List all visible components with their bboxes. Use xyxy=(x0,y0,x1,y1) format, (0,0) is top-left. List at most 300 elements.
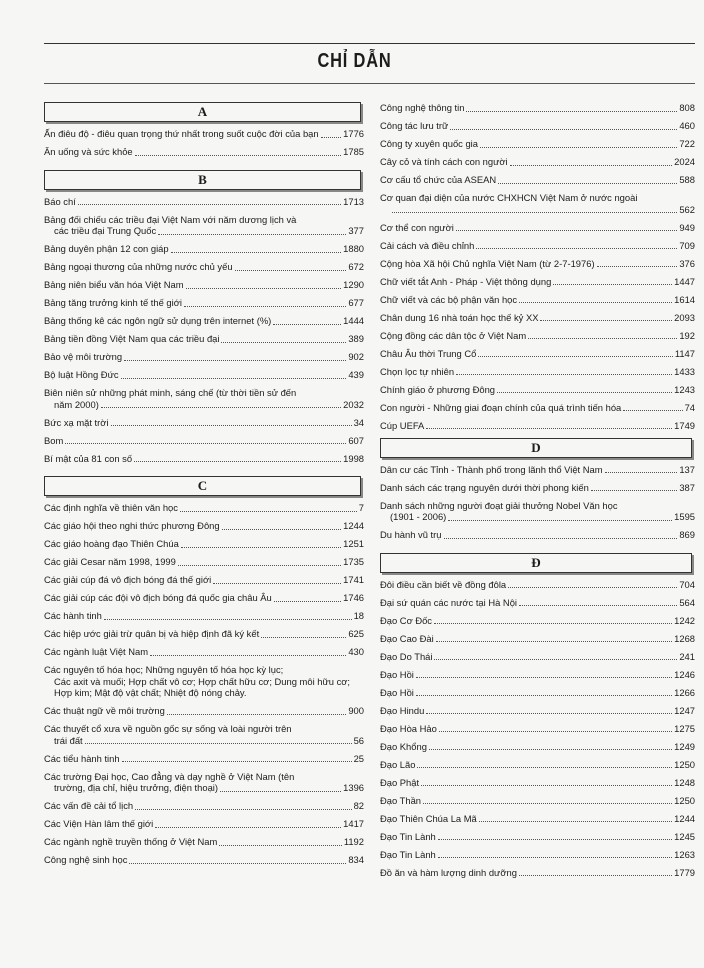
entry-title: Các giải Cesar năm 1998, 1999 xyxy=(44,556,176,567)
dot-leader xyxy=(605,472,678,473)
dot-leader xyxy=(274,601,341,602)
dot-leader xyxy=(111,425,352,426)
page-number: 137 xyxy=(679,463,695,475)
entry-title: Các hiệp ước giải trừ quân bị và hiệp định đã ký kết xyxy=(44,628,260,639)
dot-leader xyxy=(434,623,672,624)
page-number: 1266 xyxy=(674,686,695,698)
index-entry xyxy=(44,435,364,447)
page-number: 389 xyxy=(348,333,364,344)
index-entry xyxy=(44,196,364,208)
entry-title: Công nghệ sinh học xyxy=(44,854,128,865)
entry-title-continuation: (1901 - 2006) xyxy=(390,511,447,522)
index-entry xyxy=(44,453,364,465)
entry-continuation-line xyxy=(44,735,364,747)
index-entry xyxy=(380,222,695,234)
dot-leader xyxy=(122,761,352,762)
entry-title: Bộ luật Hồng Đức xyxy=(44,369,119,380)
dot-leader xyxy=(261,637,346,638)
index-entry xyxy=(380,813,695,825)
index-entry xyxy=(44,128,364,140)
index-entry xyxy=(44,610,364,622)
entry-title: Các giải cúp đá vô địch bóng đá thế giới xyxy=(44,574,212,585)
dot-leader xyxy=(180,511,357,512)
index-entry xyxy=(380,759,695,771)
page-number: 1246 xyxy=(674,668,695,680)
entry-title: Bảng tăng trưởng kinh tế thế giới xyxy=(44,297,182,308)
dot-leader xyxy=(519,875,672,876)
page-number: 564 xyxy=(679,596,695,608)
dot-leader xyxy=(438,839,672,840)
section-letter-A: A xyxy=(44,102,361,122)
entry-title: Các tiểu hành tinh xyxy=(44,752,120,764)
dot-leader xyxy=(85,743,352,744)
entry-title: Đạo Hồi xyxy=(380,686,414,698)
entry-title: Các ngành luật Việt Nam xyxy=(44,646,149,657)
dot-leader xyxy=(184,306,346,307)
index-entry xyxy=(44,723,364,746)
entry-title: Các giáo hội theo nghi thức phương Đông xyxy=(44,520,220,531)
page-number: 1250 xyxy=(674,758,695,770)
entry-title: Bảng ngoại thương của những nước chủ yếu xyxy=(44,261,233,272)
entry-title: Con người - Những giai đoạn chính của quá trình tiến hóa xyxy=(380,401,622,413)
dot-leader xyxy=(221,342,346,343)
page-number: 1250 xyxy=(674,794,695,806)
entry-title: Các trường Đại học, Cao đẳng và dạy nghề ở Việt Nam (tên xyxy=(44,770,295,782)
entry-title: Cộng hòa Xã hội Chủ nghĩa Việt Nam (từ 2-7-1976) xyxy=(380,257,595,269)
entry-title: Đồ ăn và hàm lượng dinh dưỡng xyxy=(380,866,517,878)
dot-leader xyxy=(273,324,341,325)
dot-leader xyxy=(450,129,677,130)
index-entry xyxy=(380,723,695,735)
entry-title: Bảng đối chiếu các triều đại Việt Nam với năm dương lịch và xyxy=(44,213,297,225)
entry-title: Bom xyxy=(44,434,64,446)
index-entry xyxy=(380,348,695,360)
entry-title: Chính giáo ở phương Đông xyxy=(380,383,495,395)
dot-leader xyxy=(181,547,341,548)
index-entry xyxy=(44,333,364,345)
index-entry xyxy=(380,402,695,414)
dot-leader xyxy=(426,713,672,714)
dot-leader xyxy=(476,248,677,249)
entry-title: Các giáo hoàng đạo Thiên Chúa xyxy=(44,538,179,549)
page-number: 1595 xyxy=(674,511,695,522)
index-entry xyxy=(44,297,364,309)
index-entry xyxy=(380,276,695,288)
page-number: 1251 xyxy=(343,538,364,549)
dot-leader xyxy=(466,111,677,112)
page-number: 672 xyxy=(348,261,364,272)
entry-title: Danh sách các trạng nguyên dưới thời phong kiến xyxy=(380,481,589,493)
entry-continuation-line xyxy=(44,782,364,794)
index-entry xyxy=(380,312,695,324)
index-entry xyxy=(44,261,364,273)
page-number: 1749 xyxy=(674,419,695,431)
dot-leader xyxy=(423,803,672,804)
dot-leader xyxy=(439,731,672,732)
entry-continuation-line xyxy=(44,676,364,699)
entry-title: Các thuật ngữ về môi trường xyxy=(44,705,165,716)
dot-leader xyxy=(65,443,346,444)
index-entry xyxy=(380,464,695,476)
entry-title: Chữ viết tắt Anh - Pháp - Việt thông dụng xyxy=(380,275,552,287)
index-entry xyxy=(44,279,364,291)
dot-leader xyxy=(426,428,672,429)
dot-leader xyxy=(497,392,672,393)
page-number: 241 xyxy=(679,650,695,662)
page-number: 1243 xyxy=(674,383,695,395)
index-entry xyxy=(44,854,364,866)
section-letter-B: B xyxy=(44,170,361,190)
index-entry xyxy=(44,520,364,532)
index-entry xyxy=(44,592,364,604)
index-entry xyxy=(44,800,364,812)
index-entry xyxy=(44,628,364,640)
page-number: 1263 xyxy=(674,848,695,860)
index-entry xyxy=(380,777,695,789)
entry-title: Đạo Cao Đài xyxy=(380,632,434,644)
page-number: 2093 xyxy=(674,311,695,323)
entry-title: Công tác lưu trữ xyxy=(380,120,449,131)
dot-leader xyxy=(219,845,342,846)
index-entry xyxy=(44,753,364,765)
entry-title: Bảo vệ môi trường xyxy=(44,351,123,362)
page-number: 460 xyxy=(679,120,695,131)
page-number: 56 xyxy=(353,734,364,746)
entry-title: Du hành vũ trụ xyxy=(380,529,442,540)
dot-leader xyxy=(456,374,672,375)
index-entry xyxy=(380,867,695,879)
page-number: 1447 xyxy=(674,275,695,287)
index-entry xyxy=(44,369,364,381)
entry-title: Cải cách và điều chỉnh xyxy=(380,239,475,251)
entry-title: Các Viện Hàn lâm thế giới xyxy=(44,818,154,829)
dot-leader xyxy=(213,583,341,584)
page-number: 1248 xyxy=(674,776,695,788)
index-entry xyxy=(44,417,364,429)
index-entry xyxy=(380,500,695,523)
page-number: 1746 xyxy=(343,592,364,603)
index-entry xyxy=(380,482,695,494)
entry-title: Đạo Hindu xyxy=(380,704,425,716)
dot-leader xyxy=(150,655,346,656)
entry-title: Đạo Thần xyxy=(380,794,422,806)
entry-title: Châu Âu thời Trung Cổ xyxy=(380,347,477,359)
title-rule xyxy=(44,83,695,84)
entry-title: Chân dung 16 nhà toán học thế kỷ XX xyxy=(380,311,539,323)
page-number: 377 xyxy=(348,225,364,236)
index-entry xyxy=(380,597,695,609)
dot-leader xyxy=(129,863,346,864)
dot-leader xyxy=(186,288,342,289)
dot-leader xyxy=(597,266,678,267)
entry-title: Biên niên sử những phát minh, sáng chế (từ thời tiền sử đến xyxy=(44,387,297,398)
page-number: 439 xyxy=(348,369,364,380)
entry-title: Các hành tinh xyxy=(44,610,102,621)
index-entry xyxy=(380,687,695,699)
index-entry xyxy=(44,556,364,568)
dot-leader xyxy=(528,338,677,339)
index-entry xyxy=(380,651,695,663)
page-number: 18 xyxy=(353,610,364,621)
page-number: 1244 xyxy=(343,520,364,531)
index-entry xyxy=(44,705,364,717)
entry-title: Đạo Hồi xyxy=(380,668,414,680)
page-number: 1192 xyxy=(343,836,364,847)
index-entry xyxy=(380,258,695,270)
entry-title: Các định nghĩa về thiên văn học xyxy=(44,502,178,513)
entry-continuation-line xyxy=(44,225,364,237)
dot-leader xyxy=(478,356,673,357)
index-entry xyxy=(44,387,364,410)
dot-leader xyxy=(591,490,678,491)
entry-title: Cây cỏ và tính cách con người xyxy=(380,156,508,167)
entry-title: Các giải cúp các đội vô địch bóng đá quốc gia châu Âu xyxy=(44,592,272,603)
entry-title: Đạo Khổng xyxy=(380,740,427,752)
dot-leader xyxy=(124,360,346,361)
index-entry xyxy=(380,741,695,753)
dot-leader xyxy=(498,183,677,184)
entry-title: Cơ cấu tổ chức của ASEAN xyxy=(380,174,497,185)
page-number: 1776 xyxy=(343,128,364,139)
dot-leader xyxy=(321,137,342,138)
page-number: 1433 xyxy=(674,365,695,377)
page-title: CHỈ DẪN xyxy=(317,50,392,72)
index-entry xyxy=(380,120,695,132)
entry-title: Các vấn đề cải tổ lịch xyxy=(44,800,134,811)
index-entry xyxy=(380,156,695,168)
dot-leader xyxy=(508,587,677,588)
page-number: 376 xyxy=(679,257,695,269)
index-entry xyxy=(380,633,695,645)
page-number: 1245 xyxy=(674,830,695,842)
page-number: 1244 xyxy=(674,812,695,824)
index-entry xyxy=(380,669,695,681)
dot-leader xyxy=(222,529,342,530)
page-number: 192 xyxy=(679,329,695,341)
entry-title: Cúp UEFA xyxy=(380,419,425,431)
page-number: 74 xyxy=(684,401,695,413)
page-number: 1247 xyxy=(674,704,695,716)
page-number: 2032 xyxy=(343,398,364,410)
page-number: 588 xyxy=(679,174,695,185)
entry-title: Đạo Thiên Chúa La Mã xyxy=(380,812,477,824)
page-number: 1268 xyxy=(674,632,695,644)
dot-leader xyxy=(104,619,352,620)
entry-title: Đạo Hòa Hảo xyxy=(380,722,437,734)
index-entry xyxy=(380,420,695,432)
index-entry xyxy=(380,615,695,627)
entry-title: Công ty xuyên quốc gia xyxy=(380,138,478,149)
index-entry xyxy=(44,574,364,586)
index-entry xyxy=(380,366,695,378)
dot-leader xyxy=(235,270,347,271)
page-number: 902 xyxy=(348,351,364,362)
entry-title: Đạo Do Thái xyxy=(380,650,433,662)
entry-title: Cơ thể con người xyxy=(380,221,454,233)
page-number: 834 xyxy=(348,854,364,865)
page-number: 1741 xyxy=(343,574,364,585)
page-number: 1779 xyxy=(674,866,695,878)
dot-leader xyxy=(553,284,672,285)
entry-title: Bảng niên biểu văn hóa Việt Nam xyxy=(44,279,184,290)
entry-continuation-line xyxy=(380,511,695,523)
dot-leader xyxy=(78,204,341,205)
index-entry xyxy=(44,818,364,830)
dot-leader xyxy=(101,407,341,408)
page-number: 2024 xyxy=(674,156,695,167)
entry-title: Danh sách những người đoạt giải thưởng Nobel Văn học xyxy=(380,499,618,511)
index-entry xyxy=(44,351,364,363)
entry-title: Đạo Tin Lành xyxy=(380,848,436,860)
entry-title: Đại sứ quán các nước tại Hà Nội xyxy=(380,596,517,608)
index-entry xyxy=(44,538,364,550)
dot-leader xyxy=(417,767,672,768)
entry-title: Cộng đồng các dân tộc ở Việt Nam xyxy=(380,329,527,341)
entry-title: Đôi điều cần biết về đồng đôla xyxy=(380,578,507,590)
dot-leader xyxy=(135,809,351,810)
dot-leader xyxy=(438,857,672,858)
page-number: 1396 xyxy=(343,782,364,793)
entry-title: Báo chí xyxy=(44,195,76,207)
page-number: 722 xyxy=(679,138,695,149)
index-entry xyxy=(380,192,695,215)
dot-leader xyxy=(178,565,341,566)
index-entry xyxy=(44,214,364,237)
page-number: 25 xyxy=(353,752,364,764)
entry-title: Bí mật của 81 con số xyxy=(44,452,133,464)
dot-leader xyxy=(220,791,341,792)
entry-title: Ăn uống và sức khỏe xyxy=(44,146,133,157)
page-number: 704 xyxy=(679,578,695,590)
page-number: 1713 xyxy=(343,195,364,207)
page-number: 1242 xyxy=(674,614,695,626)
top-rule xyxy=(44,43,695,44)
dot-leader xyxy=(519,605,677,606)
page-number: 1785 xyxy=(343,146,364,157)
page-number: 869 xyxy=(679,529,695,540)
page-number: 430 xyxy=(348,646,364,657)
dot-leader xyxy=(480,147,677,148)
index-entry xyxy=(44,315,364,327)
entry-title: Các nguyên tố hóa học; Những nguyên tố hóa học kỳ lục; xyxy=(44,664,284,675)
dot-leader xyxy=(421,785,672,786)
dot-leader xyxy=(436,641,672,642)
dot-leader xyxy=(155,827,341,828)
page-number: 1147 xyxy=(674,347,695,359)
entry-title: Chọn lọc tự nhiên xyxy=(380,365,455,377)
index-entry xyxy=(44,502,364,514)
entry-title: Các ngành nghề truyền thống ở Việt Nam xyxy=(44,836,218,847)
dot-leader xyxy=(434,659,677,660)
index-entry xyxy=(380,384,695,396)
dot-leader xyxy=(519,302,672,303)
index-entry xyxy=(380,579,695,591)
index-entry xyxy=(380,102,695,114)
page-number: 808 xyxy=(679,102,695,113)
page-number: 1290 xyxy=(343,279,364,290)
entry-title: Bảng tiền đồng Việt Nam qua các triều đại xyxy=(44,333,220,344)
entry-title: Các thuyết cổ xưa về nguồn gốc sự sống và loài người trên xyxy=(44,723,292,734)
section-letter-D: D xyxy=(380,438,692,458)
page-number: 607 xyxy=(348,434,364,446)
page-number: 1880 xyxy=(343,243,364,254)
page-number: 709 xyxy=(679,239,695,251)
page-number: 1417 xyxy=(343,818,364,829)
entry-title-continuation: các triều đại Trung Quốc xyxy=(54,225,157,236)
page-number: 562 xyxy=(679,203,695,215)
index-entry xyxy=(44,646,364,658)
dot-leader xyxy=(444,538,678,539)
index-entry xyxy=(380,849,695,861)
dot-leader xyxy=(510,165,673,166)
entry-title: Ấn điêu độ - điêu quan trọng thứ nhất trong suốt cuộc đời của bạn xyxy=(44,128,319,139)
page-number: 1614 xyxy=(674,293,695,305)
dot-leader xyxy=(429,749,672,750)
entry-title: Đạo Phật xyxy=(380,776,420,788)
entry-title: Công nghệ thông tin xyxy=(380,102,465,113)
dot-leader xyxy=(416,695,672,696)
page-number: 1998 xyxy=(343,452,364,464)
page-number: 387 xyxy=(679,481,695,493)
dot-leader xyxy=(456,230,678,231)
page-number: 677 xyxy=(348,297,364,308)
dot-leader xyxy=(135,155,342,156)
index-entry xyxy=(380,529,695,541)
index-entry xyxy=(380,294,695,306)
entry-title: Dân cư các Tỉnh - Thành phố trong lãnh thổ Việt Nam xyxy=(380,463,603,475)
left-column xyxy=(44,96,364,872)
dot-leader xyxy=(479,821,672,822)
dot-leader xyxy=(158,234,346,235)
index-entry xyxy=(380,138,695,150)
index-entry xyxy=(44,146,364,158)
page-number: 1735 xyxy=(343,556,364,567)
dot-leader xyxy=(416,677,672,678)
entry-continuation-line xyxy=(44,399,364,411)
section-letter-C: C xyxy=(44,476,361,496)
entry-title: Đạo Tin Lành xyxy=(380,830,436,842)
entry-title-continuation: trái đất xyxy=(54,734,83,746)
entry-title: Bức xạ mặt trời xyxy=(44,416,109,428)
index-entry xyxy=(380,705,695,717)
page-number: 625 xyxy=(348,628,364,639)
dot-leader xyxy=(448,520,672,521)
index-entry xyxy=(380,330,695,342)
index-entry xyxy=(380,174,695,186)
entry-title-continuation: trường, địa chỉ, hiệu trưởng, điện thoại) xyxy=(54,782,218,793)
entry-title: Chữ viết và các bộ phận văn học xyxy=(380,293,518,305)
index-entry xyxy=(44,836,364,848)
page-number: 900 xyxy=(348,705,364,716)
entry-continuation-line xyxy=(380,204,695,216)
section-letter-Đ: Đ xyxy=(380,553,692,573)
page-number: 1275 xyxy=(674,722,695,734)
page-number: 82 xyxy=(353,800,364,811)
dot-leader xyxy=(167,714,347,715)
index-entry xyxy=(380,240,695,252)
index-entry xyxy=(44,664,364,699)
index-entry xyxy=(44,243,364,255)
dot-leader xyxy=(134,461,341,462)
entry-title-continuation: năm 2000) xyxy=(54,398,99,410)
right-column xyxy=(380,96,695,885)
index-entry xyxy=(380,795,695,807)
index-entry xyxy=(44,771,364,794)
entry-title: Đạo Lão xyxy=(380,758,416,770)
dot-leader xyxy=(171,252,342,253)
entry-title: Bảng thống kê các ngôn ngữ sử dụng trên internet (%) xyxy=(44,315,272,326)
entry-title-continuation: Các axit và muối; Hợp chất vô cơ; Hợp chất hữu cơ; Dung môi hữu cơ; Hợp kim; Mật độ vật chất; Nhiệt độ nóng chảy. xyxy=(54,675,351,698)
